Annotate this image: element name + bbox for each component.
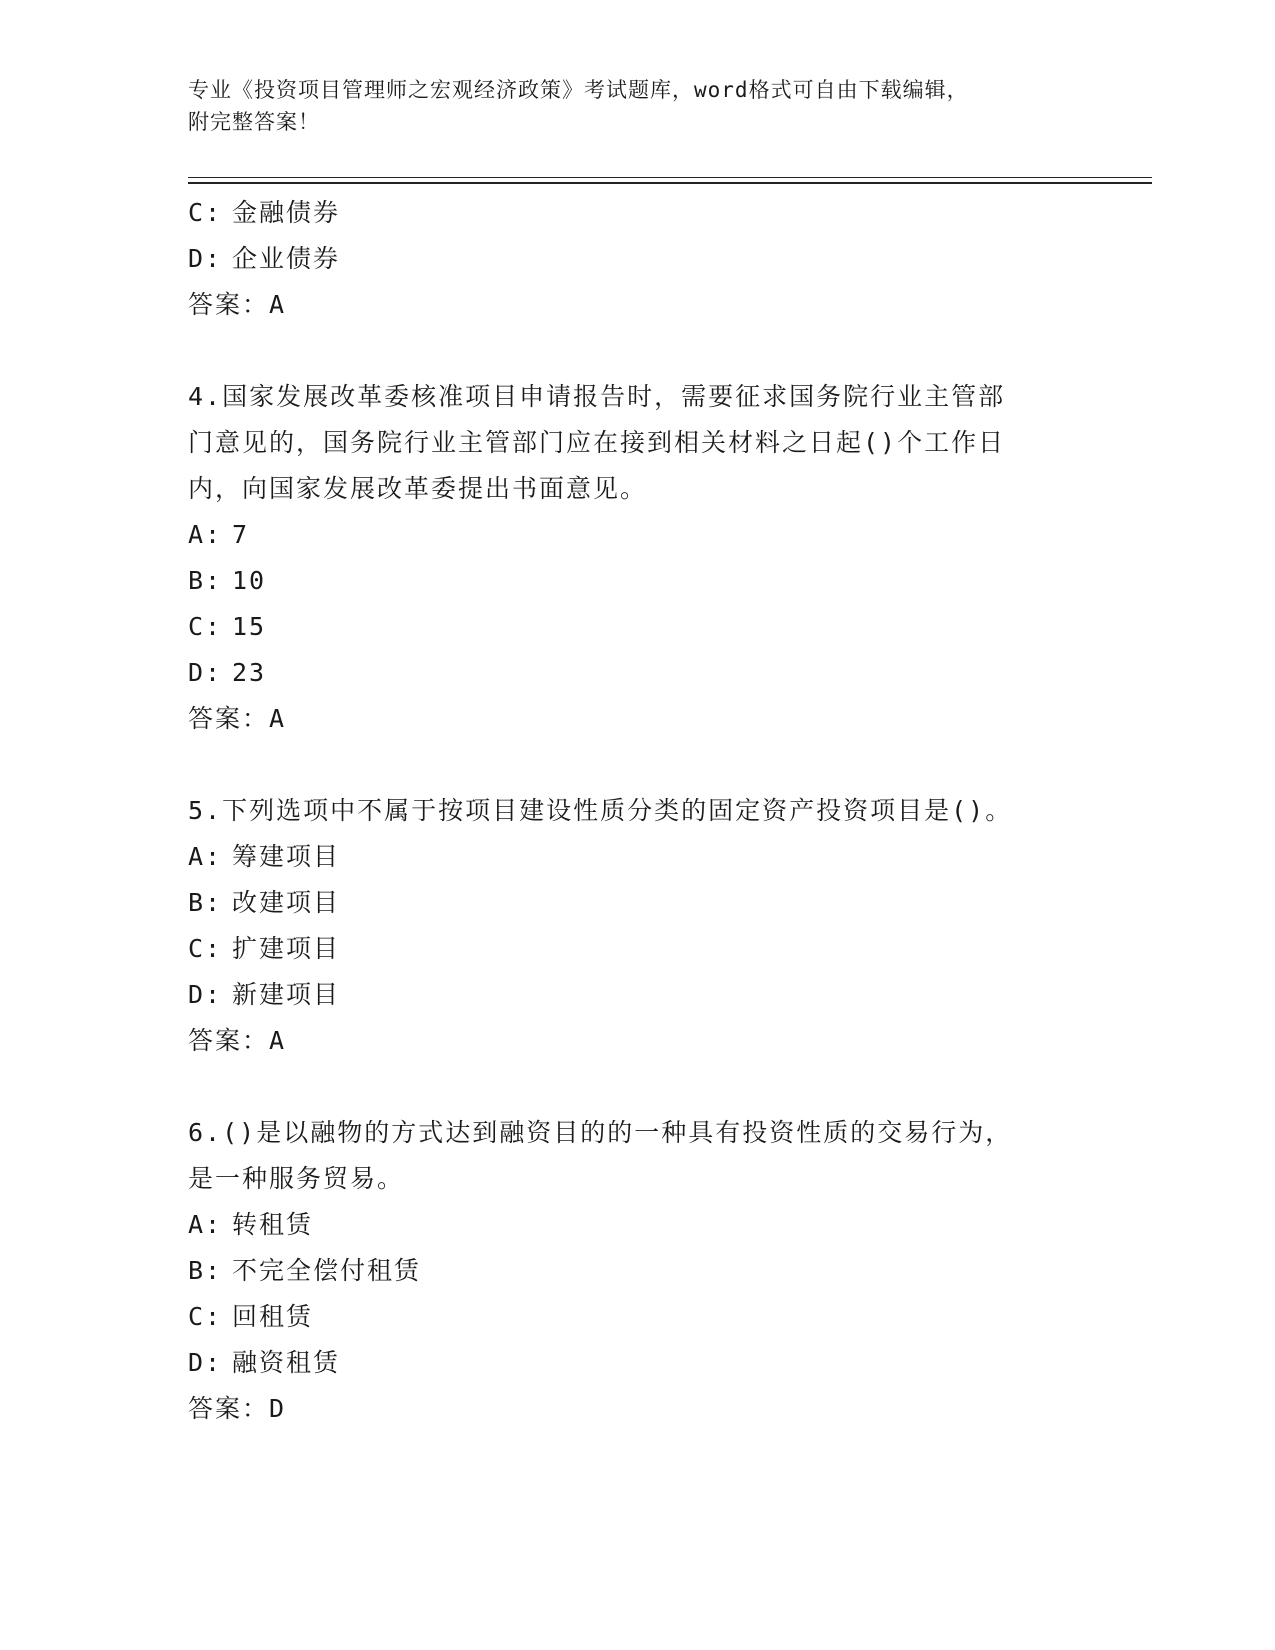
option-b [188, 1248, 1088, 1294]
option-letter: C: [188, 934, 223, 963]
option-letter: C: [188, 198, 223, 227]
option-text: 10 [232, 566, 267, 595]
option-text: 15 [232, 612, 267, 641]
option-text: 回租赁 [232, 1302, 314, 1331]
header-line-2: 附完整答案！ [188, 110, 320, 134]
answer-value: D [269, 1394, 287, 1423]
option-text: 7 [232, 520, 250, 549]
option-c [188, 926, 1088, 972]
question-text-line: 6.()是以融物的方式达到融资目的的一种具有投资性质的交易行为， [188, 1118, 1013, 1147]
option-text: 不完全偿付租赁 [232, 1256, 422, 1285]
answer-label: 答案： [188, 1394, 270, 1423]
header-divider-thick [188, 182, 1152, 184]
option-letter: B: [188, 888, 223, 917]
question-text-line: 门意见的，国务院行业主管部门应在接到相关材料之日起()个工作日 [188, 428, 1006, 457]
option-text: 新建项目 [232, 980, 341, 1009]
question-5 [188, 788, 1088, 1064]
option-text: 筹建项目 [232, 842, 341, 871]
spacer [188, 742, 1088, 788]
option-c [188, 1294, 1088, 1340]
option-b [188, 558, 1088, 604]
option-letter: D: [188, 244, 223, 273]
spacer [188, 328, 1088, 374]
option-d [188, 1340, 1088, 1386]
option-text: 金融债券 [232, 198, 341, 227]
option-letter: D: [188, 980, 223, 1009]
question-text-line: 4.国家发展改革委核准项目申请报告时，需要征求国务院行业主管部 [188, 382, 1006, 411]
option-letter: D: [188, 1348, 223, 1377]
option-d [188, 236, 1088, 282]
option-a [188, 1202, 1088, 1248]
spacer [188, 1064, 1088, 1110]
answer-label: 答案： [188, 290, 270, 319]
option-letter: A: [188, 1210, 223, 1239]
answer-value: A [269, 1026, 287, 1055]
option-b [188, 880, 1088, 926]
option-letter: A: [188, 520, 223, 549]
option-letter: D: [188, 658, 223, 687]
option-text: 企业债券 [232, 244, 341, 273]
question-text-line: 5.下列选项中不属于按项目建设性质分类的固定资产投资项目是()。 [188, 796, 1013, 825]
option-text: 23 [232, 658, 267, 687]
answer-line [188, 1386, 1088, 1432]
answer-value: A [269, 290, 287, 319]
document-body [188, 190, 1088, 1432]
answer-value: A [269, 704, 287, 733]
document-header [188, 74, 1088, 138]
question-text-line: 内，向国家发展改革委提出书面意见。 [188, 474, 648, 503]
option-letter: B: [188, 1256, 223, 1285]
option-c [188, 604, 1088, 650]
question-6 [188, 1110, 1088, 1432]
option-a [188, 834, 1088, 880]
option-letter: B: [188, 566, 223, 595]
answer-line [188, 1018, 1088, 1064]
answer-line [188, 696, 1088, 742]
option-letter: A: [188, 842, 223, 871]
answer-label: 答案： [188, 704, 270, 733]
option-d [188, 972, 1088, 1018]
question-text-line: 是一种服务贸易。 [188, 1164, 405, 1193]
option-d [188, 650, 1088, 696]
option-text: 扩建项目 [232, 934, 341, 963]
option-text: 转租赁 [232, 1210, 314, 1239]
question-4 [188, 374, 1088, 742]
option-letter: C: [188, 612, 223, 641]
option-text: 改建项目 [232, 888, 341, 917]
question-3-continued [188, 190, 1088, 328]
header-divider-thin [188, 177, 1152, 178]
answer-line [188, 282, 1088, 328]
option-a [188, 512, 1088, 558]
option-letter: C: [188, 1302, 223, 1331]
option-text: 融资租赁 [232, 1348, 341, 1377]
header-line-1: 专业《投资项目管理师之宏观经济政策》考试题库，word格式可自由下载编辑， [188, 78, 969, 102]
answer-label: 答案： [188, 1026, 270, 1055]
option-c [188, 190, 1088, 236]
